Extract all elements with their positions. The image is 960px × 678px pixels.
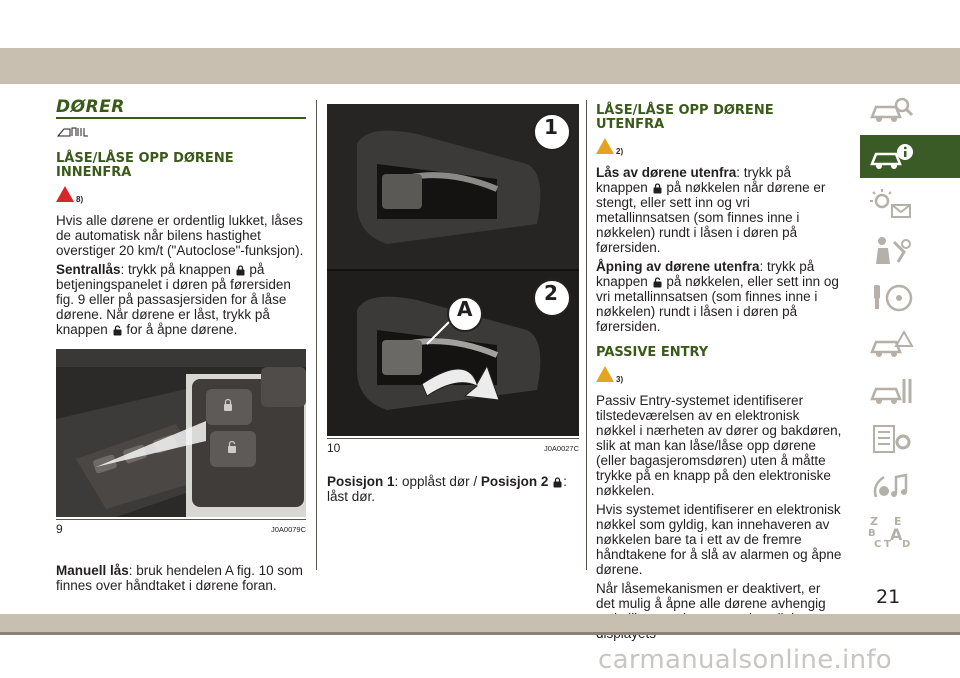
index-letter: D: [902, 538, 911, 550]
chapter-sidebar: [860, 88, 960, 558]
warning-yellow-icon: [596, 366, 614, 382]
manuell-text: : bruk hendelen A fig. 10 som finnes over håndtaket i dørene foran.: [56, 563, 303, 593]
apning-text-a: : trykk på knappen: [596, 259, 815, 289]
column-3: [596, 100, 842, 645]
index-letter: E: [894, 514, 902, 528]
index-letter: B: [868, 527, 876, 539]
column-divider-1: [316, 100, 317, 570]
section-title-outside: LÅSE/LÅSE OPP DØRENE UTENFRA: [596, 103, 774, 132]
lights-message-icon: [868, 187, 914, 221]
index-letter: T: [884, 538, 891, 550]
sidebar-item-technical[interactable]: [860, 417, 960, 460]
bottom-line: [0, 632, 960, 635]
lock-open-icon: [113, 325, 122, 336]
apning-paragraph: [596, 259, 842, 334]
sidebar-item-dashboard[interactable]: [860, 88, 960, 131]
pos2-label: Posisjon 2: [480, 474, 549, 489]
key-steering-icon: [868, 281, 914, 315]
warning-ref: 8): [76, 195, 84, 204]
column-1: [56, 97, 306, 597]
figure-10-door-handle: [327, 104, 579, 436]
las-label: Lås av dørene utenfra: [596, 165, 737, 180]
pos2-text: : låst dør.: [327, 474, 567, 504]
index-letter: A: [890, 524, 903, 544]
sidebar-item-maintenance[interactable]: [860, 370, 960, 413]
las-text-b: på nøkkelen når dørene er stengt, eller sett inn og vri metallinnsatsen (som finnes inne i nøkkelen) rundt i låsen i døren på førersiden.: [596, 180, 826, 255]
sentrallas-text-a: : trykk på knappen: [120, 262, 231, 277]
alphabet-index-icon: [868, 515, 914, 551]
passive-entry-paragraph-1: Passiv Entry-systemet identifiserer tilstedeværelsen av en elektronisk nøkkel i nærheten av dører og bakdøren, slik at man kan låse/låse opp dørene (eller bagasjeromsdøren) uten å måtte trykke på en knapp på den elektroniske nøkkelen.: [596, 393, 842, 498]
warning-yellow-icon: [596, 138, 614, 154]
car-warning-icon: [868, 328, 914, 362]
warning-8: [56, 186, 306, 207]
figure-number: 9: [56, 522, 63, 536]
warning-red-icon: [56, 186, 74, 202]
warning-2: [596, 138, 842, 159]
figure-number: 10: [327, 441, 341, 455]
page-title: DØRER: [56, 100, 306, 119]
checklist-gear-icon: [868, 422, 914, 456]
watermark: carmanualsonline.info: [598, 645, 893, 675]
section-title-passive-entry: PASSIVE ENTRY: [596, 345, 709, 360]
autoclose-paragraph: Hvis alle dørene er ordentlig lukket, låses de automatisk når bilens hastighet overstiger 20 km/t ("Autoclose"-funksjon).: [56, 213, 304, 258]
lock-closed-icon: [236, 265, 245, 276]
lock-closed-icon: [653, 183, 662, 194]
sidebar-item-safety[interactable]: [860, 229, 960, 272]
passive-entry-paragraph-2: Hvis systemet identifiserer en elektronisk nøkkel som gyldig, kan innehaveren av nøkkelen bare ta i ett av de fremre håndtakene for å slå av alarmen og åpne dørene.: [596, 502, 842, 577]
person-seatbelt-icon: [868, 234, 914, 268]
warning-ref: 3): [616, 375, 624, 384]
manuell-paragraph: [56, 563, 306, 593]
pos1-label: Posisjon 1: [327, 474, 395, 489]
section-title-inside: LÅSE/LÅSE OPP DØRENE INNENFRA: [56, 151, 234, 180]
sidebar-item-starting[interactable]: [860, 276, 960, 319]
callout-a: A: [457, 297, 473, 321]
sidebar-item-multimedia[interactable]: [860, 464, 960, 507]
posisjon-paragraph: [327, 474, 579, 504]
sidebar-item-index[interactable]: [860, 511, 960, 554]
figure-code: J0A0027C: [543, 444, 579, 453]
lock-closed-icon: [553, 477, 562, 488]
car-info-icon: [868, 140, 914, 174]
warning-3: [596, 366, 842, 387]
page-number: 21: [876, 586, 901, 608]
media-icon: [868, 469, 914, 503]
pos1-text: : opplåst dør /: [394, 474, 478, 489]
sentrallas-text-b: på betjeningspanelet i døren på førersiden fig. 9 eller på passasjersiden for å låse dørene. Når dørene er låst, trykk på knappen: [56, 262, 291, 337]
figure-code: J0A0079C: [270, 525, 306, 534]
car-tools-icon: [868, 375, 914, 409]
warning-ref: 2): [616, 147, 624, 156]
car-search-icon: [868, 93, 914, 127]
sentrallas-paragraph: [56, 262, 306, 337]
las-paragraph: [596, 165, 842, 255]
figure-9-door-panel: [56, 349, 306, 517]
sentrallas-label: Sentrallås: [56, 262, 121, 277]
sentrallas-text-c: for å åpne dørene.: [126, 322, 238, 337]
las-text-a: : trykk på knappen: [596, 165, 792, 195]
figure-9-caption: [56, 519, 306, 537]
sidebar-item-emergency[interactable]: [860, 323, 960, 366]
manuell-label: Manuell lås: [56, 563, 129, 578]
column-divider-2: [586, 100, 587, 570]
callout-2: 2: [544, 281, 558, 305]
column-2: [327, 104, 579, 508]
index-letter: C: [874, 538, 882, 550]
index-letter: Z: [870, 514, 878, 528]
passive-entry-paragraph-3: Når låsemekanismen er deaktivert, er det mulig å åpne alle dørene avhengig: [596, 581, 826, 611]
lock-open-icon: [653, 277, 662, 288]
apning-text-b: på nøkkelen, eller sett inn og vri metallinnsatsen (som finnes inne i nøkkelen) rundt i låsen i døren på førersiden.: [596, 274, 839, 334]
sidebar-item-getting-to-know[interactable]: [860, 135, 960, 178]
sidebar-item-lights[interactable]: [860, 182, 960, 225]
apning-label: Åpning av dørene utenfra: [596, 259, 760, 274]
top-band: [0, 48, 960, 84]
callout-1: 1: [544, 115, 558, 139]
figure-10-caption: [327, 438, 579, 456]
car-doors-icon: [56, 125, 306, 142]
bottom-band: [0, 614, 960, 632]
